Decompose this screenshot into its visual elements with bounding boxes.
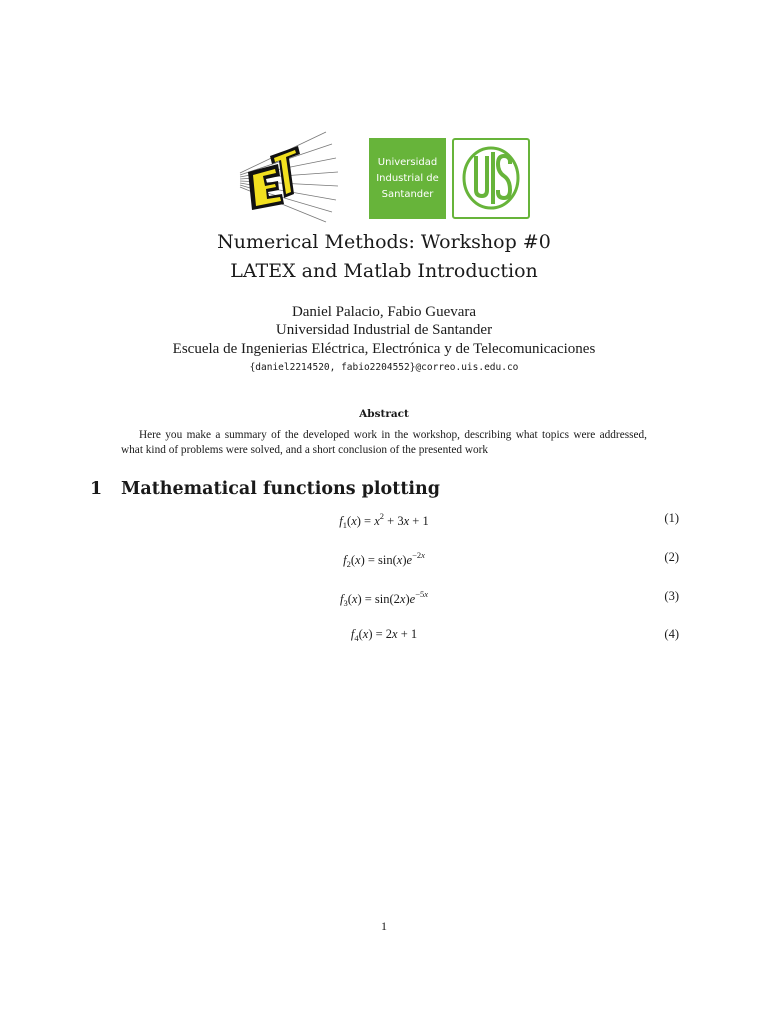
- paper-title-line-2: LATEX and Matlab Introduction: [230, 260, 538, 282]
- equation-3: $f_3(x) = \sin(2x)e^{-5x}$: [339, 589, 429, 608]
- uis-wordmark-line-2: Industrial de: [376, 173, 439, 184]
- author-university: Universidad Industrial de Santander: [275, 322, 493, 338]
- equation-number-1: (1): [664, 511, 679, 525]
- equation-4: $f_4(x) = 2x + 1$: [350, 627, 418, 643]
- section-number: 1: [90, 479, 103, 499]
- page-number: 1: [381, 919, 387, 933]
- equation-1: $f_1(x) = x^2 + 3x + 1$: [339, 511, 429, 530]
- e3t-logo-graphic: [232, 128, 344, 226]
- uis-wordmark-line-3: Santander: [381, 189, 434, 200]
- paper-title-line-1: Numerical Methods: Workshop #0: [217, 231, 551, 253]
- equation-2: $f_2(x) = \sin(x)e^{-2x}$: [343, 550, 425, 569]
- author-names: Daniel Palacio, Fabio Guevara: [291, 304, 477, 320]
- abstract-text: Here you make a summary of the developed work in the workshop, describing what topics were addressed, what kind of problems were solved, and a short conclusion of the presented work: [121, 429, 647, 456]
- uis-wordmark-logo: [369, 138, 446, 219]
- equation-number-3: (3): [664, 589, 679, 603]
- equation-number-4: (4): [664, 627, 679, 641]
- equation-number-2: (2): [664, 550, 679, 564]
- section-title: Mathematical functions plotting: [121, 479, 441, 499]
- uis-wordmark-line-1: Universidad: [377, 157, 438, 168]
- author-school: Escuela de Ingenierias Eléctrica, Electrónica y de Telecomunicaciones: [172, 341, 596, 357]
- author-emails: {daniel2214520, fabio2204552}@correo.uis.edu.co: [249, 362, 519, 373]
- uis-seal-logo: [452, 138, 530, 219]
- uis-seal-graphic: [454, 140, 528, 217]
- e3t-logo: [232, 128, 344, 226]
- abstract-heading: Abstract: [359, 408, 409, 420]
